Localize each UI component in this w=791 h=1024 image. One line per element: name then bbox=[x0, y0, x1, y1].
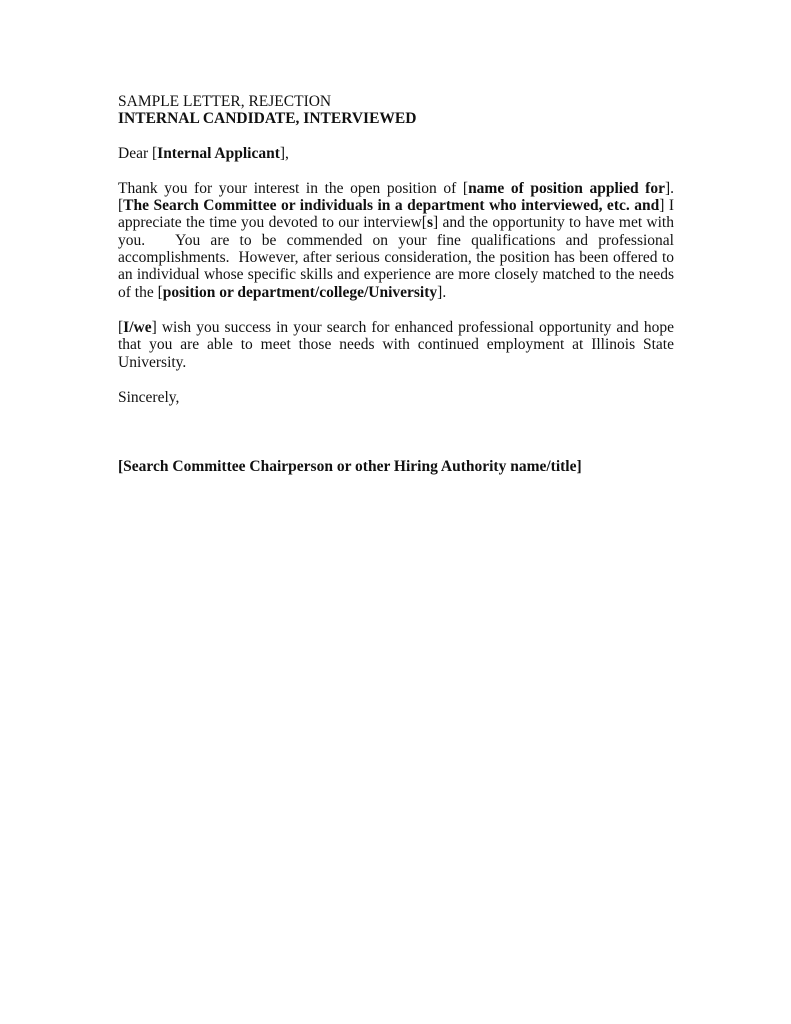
letter-body bbox=[118, 93, 682, 476]
body-paragraph-2: [I/we] wish you success in your search for enhanced professional opportunity and hope that you are able to meet those needs with continued employment at Illinois State University. bbox=[118, 318, 678, 371]
salutation: Dear [Internal Applicant], bbox=[118, 144, 289, 162]
letter-title-line-2: INTERNAL CANDIDATE, INTERVIEWED bbox=[118, 110, 417, 128]
letter-title-line-1: SAMPLE LETTER, REJECTION bbox=[118, 93, 332, 110]
closing: Sincerely, bbox=[118, 388, 180, 406]
body-paragraph-1: Thank you for your interest in the open position of [name of position applied for]. [The Search Committee or individuals in a department who interviewed, etc. and] I appreciate the time you devoted to our interview[s] and the opportunity to have met with you. You are to be commended on your fine qualifications and professional accomplishments. However, after serious consideration, the position has been offered to an individual whose specific skills and experience are more closely matched to the needs of the [position or department/college/University]. bbox=[118, 179, 682, 301]
signature-line: [Search Committee Chairperson or other Hiring Authority name/title] bbox=[118, 458, 582, 476]
